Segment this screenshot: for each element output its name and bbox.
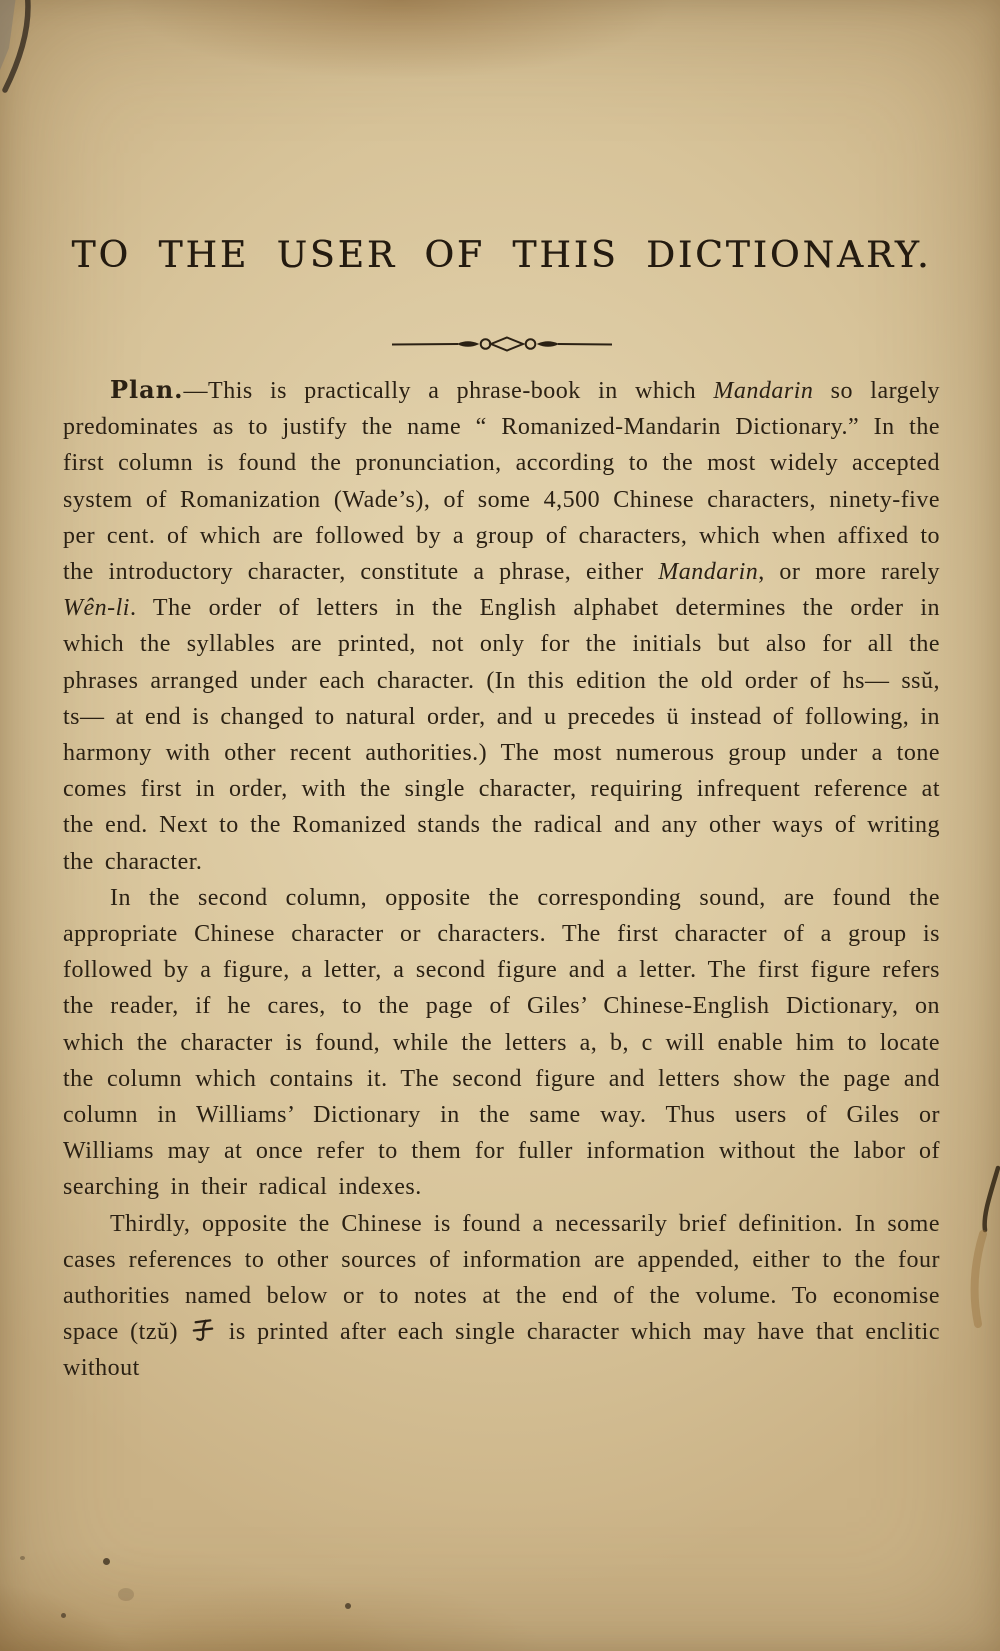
ink-speck bbox=[20, 1556, 25, 1560]
paragraph-plan: Plan.—This is practically a phrase-book in which Mandarin so largely predominates as to justify the name “ Romanized-Mandarin Dictionary.” In the first column is found the pronunciation, according to the most widely accepted system of Romanization (Wade’s), of some 4,500 Chinese characters, ninety-five per cent. of which are followed by a group of characters, which when affixed to the introductory character, constitute a phrase, either Mandarin, or more rarely Wên-li. The order of letters in the English alphabet determines the order in which the syllables are printed, not only for the initials but also for all the phrases arranged under each character. (In this edition the old order of hs— ssŭ, ts— at end is changed to natural order, and u precedes ü instead of following, in harmony with other recent authorities.) The most numerous group under a tone comes first in order, with the single character, requiring infrequent reference at the end. Next to the Romanized stands the radical and any other ways of writing the character. bbox=[63, 375, 941, 875]
ink-speck bbox=[61, 1613, 66, 1618]
paragraph-second-column: In the second column, opposite the corresponding sound, are found the appropriate Chinese character or characters. The first character of a group is followed by a figure, a letter, a second figure and a letter. The first figure refers the reader, if he cares, to the page of Giles’ Chinese-English Dictionary, on which the character is found, while the letters a, b, c will enable him to locate the column which contains it. The second figure and letters show the page and column in Williams’ Dictionary in the same way. Thus users of Giles or Williams may at once refer to them for fuller information without the labor of searching in their radical indexes. bbox=[63, 884, 940, 1201]
page-corner-artifact-mark bbox=[0, 0, 44, 96]
right-edge-pen-mark bbox=[968, 1160, 1000, 1330]
ink-speck bbox=[345, 1603, 351, 1609]
paragraph-thirdly: Thirdly, opposite the Chinese is found a necessarily brief definition. In some cases references to other sources of information are appended, either to the four authorities named below or to notes at the end of the volume. To economise space (tzŭ) is printed after each single character which may have that enclitic without bbox=[63, 1210, 940, 1382]
foxing-stain bbox=[118, 1588, 134, 1601]
body-text bbox=[63, 372, 940, 1387]
diamond-rule-icon bbox=[392, 336, 612, 352]
page-content bbox=[63, 0, 940, 1387]
divider-ornament bbox=[392, 336, 612, 352]
page-title: TO THE USER OF THIS DICTIONARY. bbox=[71, 235, 932, 276]
chinese-character-tzu-icon bbox=[192, 1318, 214, 1342]
ink-speck bbox=[103, 1558, 110, 1565]
